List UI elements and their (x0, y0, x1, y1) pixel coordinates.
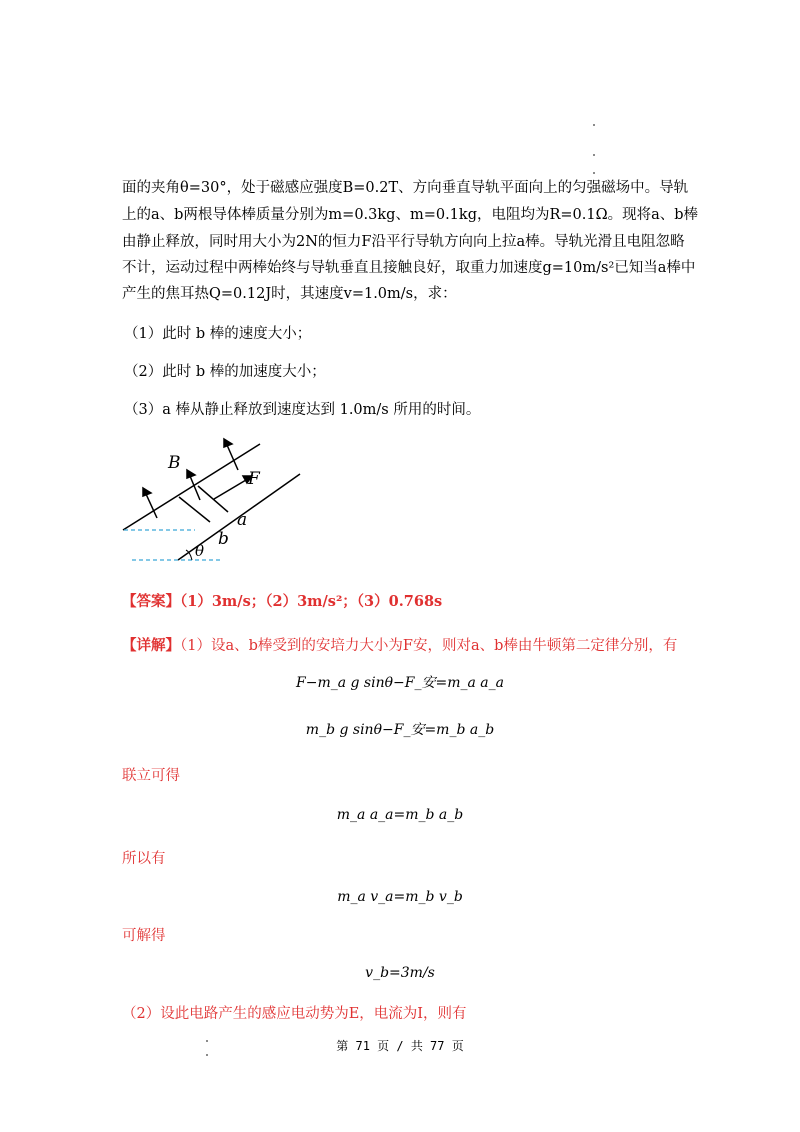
equation-5: v_b=3m/s (365, 965, 435, 981)
incline-rails-figure (110, 432, 310, 567)
rod-b (179, 497, 210, 522)
label-B: B (168, 453, 181, 473)
question-3: （3）a 棒从静止释放到速度达到 1.0m/s 所用的时间。 (124, 402, 481, 418)
force-arrow-icon (214, 476, 252, 499)
detail-line (122, 635, 677, 657)
margin-dot (593, 172, 595, 174)
label-b: b (218, 529, 229, 549)
paragraph-line: 面的夹角θ=30°，处于磁感应强度B=0.2T、方向垂直导轨平面向上的匀强磁场中。导轨 (122, 180, 689, 196)
part2-line: （2）设此电路产生的感应电动势为E，电流为I，则有 (122, 1006, 467, 1022)
answer-line (122, 591, 442, 613)
answer-text: （1）3m/s；（2）3m/s²；（3）0.768s (180, 593, 443, 610)
question-1: （1）此时 b 棒的速度大小； (124, 326, 312, 342)
equation-1: F−m_a g sinθ−F_安=m_a a_a (296, 675, 504, 691)
label-lianli: 联立可得 (122, 768, 180, 784)
paragraph-line: 不计，运动过程中两棒始终与导轨垂直且接触良好，取重力加速度g=10m/s²已知当a棒中 (122, 260, 696, 276)
label-theta: θ (195, 542, 205, 560)
label-F: F (248, 469, 260, 489)
margin-dot (593, 154, 595, 156)
paragraph-line: 上的a、b两根导体棒质量分别为m=0.3kg、m=0.1kg，电阻均为R=0.1Ω。现将a、b棒 (122, 207, 699, 223)
paragraph-line: 产生的焦耳热Q=0.12J时，其速度v=1.0m/s，求： (122, 286, 457, 302)
question-2: （2）此时 b 棒的加速度大小； (124, 364, 326, 380)
detail-text: （1）设a、b棒受到的安培力大小为F安，则对a、b棒由牛顿第二定律分别，有 (180, 638, 678, 654)
margin-dot (593, 124, 595, 126)
paragraph-line: 由静止释放，同时用大小为2N的恒力F沿平行导轨方向向上拉a棒。导轨光滑且电阻忽略 (122, 234, 685, 250)
equation-3: m_a a_a=m_b a_b (336, 807, 464, 823)
answer-tag: 【答案】 (122, 593, 180, 610)
detail-tag: 【详解】 (122, 637, 180, 654)
label-a: a (237, 510, 248, 530)
rod-a (198, 486, 228, 512)
label-suoyi: 所以有 (122, 851, 166, 867)
equation-4: m_a v_a=m_b v_b (337, 889, 463, 905)
equation-2: m_b g sinθ−F_安=m_b a_b (305, 722, 495, 738)
page-footer: 第 71 页 / 共 77 页 (336, 1039, 464, 1053)
arrow-icon (187, 470, 200, 500)
margin-dot (206, 1054, 208, 1056)
label-kejie: 可解得 (122, 928, 166, 944)
